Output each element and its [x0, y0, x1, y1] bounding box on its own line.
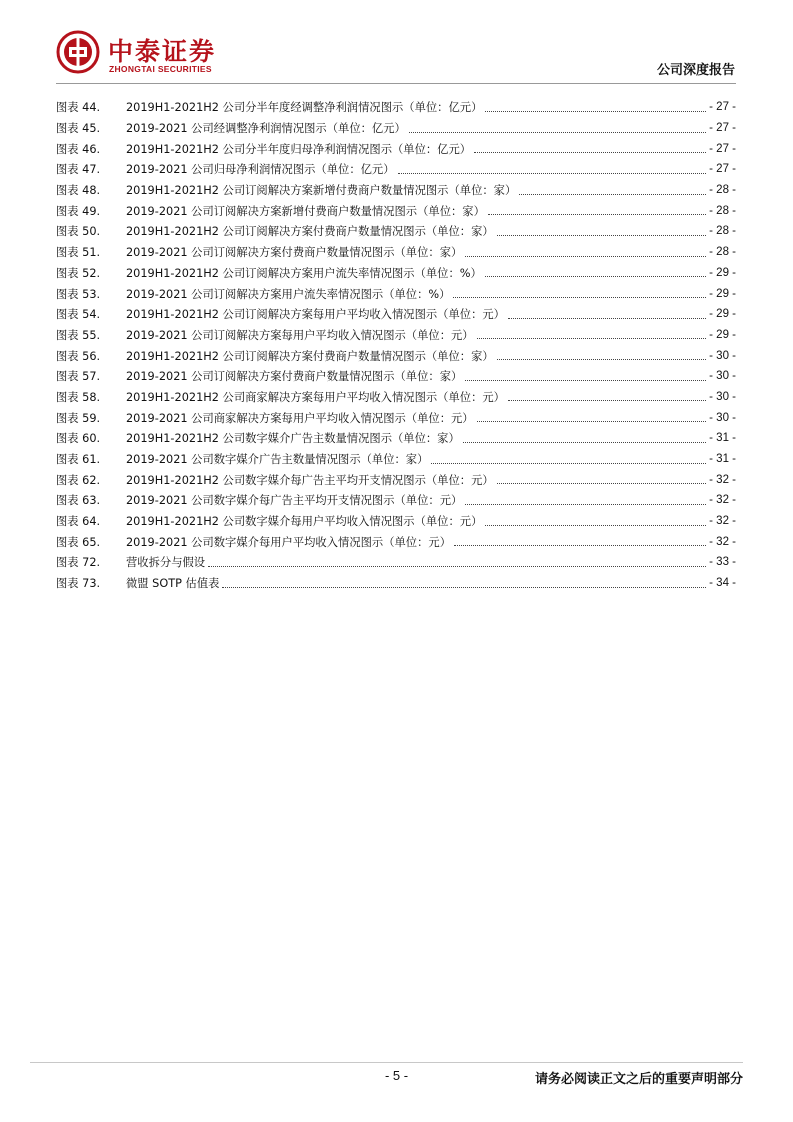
toc-entry-page: - 29 - [709, 287, 736, 300]
toc-entry-title: 2019H1-2021H2 公司数字媒介每用户平均收入情况图示（单位：元） [126, 515, 483, 529]
toc-entry[interactable] [56, 449, 736, 470]
toc-dot-leader [485, 111, 706, 112]
toc-dot-leader [409, 132, 706, 133]
toc-entry-title: 2019H1-2021H2 公司订阅解决方案用户流失率情况图示（单位：%） [126, 266, 482, 280]
toc-entry[interactable] [56, 180, 736, 201]
toc-entry-number: 图表 63. [56, 494, 101, 508]
toc-entry-title: 2019-2021 公司商家解决方案每用户平均收入情况图示（单位：元） [126, 411, 474, 425]
toc-entry-number: 图表 54. [56, 308, 101, 322]
toc-entry[interactable] [56, 511, 736, 532]
toc-entry-title: 营收拆分与假设 [126, 556, 206, 570]
header-divider [56, 83, 736, 84]
toc-entry-title: 2019-2021 公司订阅解决方案新增付费商户数量情况图示（单位：家） [126, 204, 485, 218]
toc-dot-leader [485, 525, 706, 526]
toc-entry-title: 2019-2021 公司订阅解决方案每用户平均收入情况图示（单位：元） [126, 328, 474, 342]
toc-dot-leader [477, 338, 707, 339]
toc-entry-title: 2019-2021 公司订阅解决方案用户流失率情况图示（单位：%） [126, 287, 451, 301]
toc-entry-page: - 28 - [709, 184, 736, 197]
toc-entry-number: 图表 49. [56, 204, 101, 218]
toc-entry-number: 图表 45. [56, 122, 101, 136]
toc-entry-number: 图表 46. [56, 142, 101, 156]
toc-entry-page: - 30 - [709, 411, 736, 424]
toc-entry[interactable] [56, 428, 736, 449]
toc-dot-leader [222, 587, 706, 588]
toc-entry[interactable] [56, 573, 736, 594]
toc-entry[interactable] [56, 490, 736, 511]
toc-entry-title: 2019-2021 公司订阅解决方案付费商户数量情况图示（单位：家） [126, 246, 463, 260]
disclaimer-text: 请务必阅读正文之后的重要声明部分 [534, 1072, 743, 1087]
toc-entry-number: 图表 64. [56, 515, 101, 529]
toc-entry-page: - 30 - [709, 349, 736, 362]
toc-dot-leader [208, 566, 706, 567]
toc-entry-page: - 32 - [709, 515, 736, 528]
toc-entry-number: 图表 52. [56, 266, 101, 280]
toc-entry-page: - 28 - [709, 204, 736, 217]
toc-entry-number: 图表 55. [56, 328, 101, 342]
toc-dot-leader [474, 152, 706, 153]
toc-entry-title: 2019H1-2021H2 公司订阅解决方案新增付费商户数量情况图示（单位：家） [126, 184, 517, 198]
toc-entry-number: 图表 47. [56, 163, 101, 177]
toc-entry-title: 微盟 SOTP 估值表 [126, 577, 220, 591]
toc-entry[interactable] [56, 469, 736, 490]
toc-entry-number: 图表 60. [56, 432, 101, 446]
toc-entry[interactable] [56, 242, 736, 263]
toc-dot-leader [454, 545, 706, 546]
table-of-figures [56, 97, 736, 594]
toc-dot-leader [453, 297, 706, 298]
toc-entry-number: 图表 51. [56, 246, 101, 260]
toc-entry-page: - 29 - [709, 266, 736, 279]
toc-entry-title: 2019-2021 公司订阅解决方案付费商户数量情况图示（单位：家） [126, 370, 463, 384]
toc-entry[interactable] [56, 263, 736, 284]
toc-entry-page: - 32 - [709, 473, 736, 486]
toc-entry-title: 2019H1-2021H2 公司分半年度归母净利润情况图示（单位：亿元） [126, 142, 472, 156]
toc-entry-page: - 30 - [709, 390, 736, 403]
toc-entry-page: - 29 - [709, 308, 736, 321]
toc-entry-number: 图表 72. [56, 556, 101, 570]
toc-entry-page: - 29 - [709, 328, 736, 341]
toc-entry-number: 图表 59. [56, 411, 101, 425]
toc-dot-leader [485, 276, 706, 277]
toc-entry[interactable] [56, 200, 736, 221]
toc-dot-leader [508, 400, 706, 401]
footer-divider [30, 1062, 743, 1063]
toc-entry[interactable] [56, 283, 736, 304]
logo-english-name: ZHONGTAI SECURITIES [109, 64, 212, 74]
toc-dot-leader [508, 318, 706, 319]
toc-entry-number: 图表 61. [56, 453, 101, 467]
toc-entry-page: - 27 - [709, 163, 736, 176]
toc-entry-title: 2019-2021 公司数字媒介广告主数量情况图示（单位：家） [126, 453, 429, 467]
toc-entry-page: - 27 - [709, 142, 736, 155]
toc-entry-title: 2019-2021 公司数字媒介每广告主平均开支情况图示（单位：元） [126, 494, 463, 508]
toc-entry-page: - 28 - [709, 225, 736, 238]
toc-entry-number: 图表 73. [56, 577, 101, 591]
toc-entry-number: 图表 53. [56, 287, 101, 301]
page-number: - 5 - [384, 1068, 409, 1083]
toc-entry-title: 2019-2021 公司经调整净利润情况图示（单位：亿元） [126, 122, 406, 136]
toc-entry[interactable] [56, 118, 736, 139]
toc-entry-page: - 27 - [709, 101, 736, 114]
toc-entry-page: - 32 - [709, 535, 736, 548]
toc-entry-page: - 31 - [709, 453, 736, 466]
toc-entry-page: - 27 - [709, 122, 736, 135]
toc-entry-number: 图表 44. [56, 101, 101, 115]
toc-dot-leader [465, 256, 706, 257]
toc-entry[interactable] [56, 366, 736, 387]
toc-entry-page: - 33 - [709, 556, 736, 569]
toc-entry[interactable] [56, 304, 736, 325]
toc-entry-number: 图表 50. [56, 225, 101, 239]
toc-entry[interactable] [56, 97, 736, 118]
toc-entry-title: 2019H1-2021H2 公司数字媒介广告主数量情况图示（单位：家） [126, 432, 460, 446]
toc-entry[interactable] [56, 531, 736, 552]
toc-entry-title: 2019H1-2021H2 公司分半年度经调整净利润情况图示（单位：亿元） [126, 101, 483, 115]
toc-entry-number: 图表 65. [56, 535, 101, 549]
toc-dot-leader [465, 504, 706, 505]
toc-entry[interactable] [56, 387, 736, 408]
toc-entry[interactable] [56, 407, 736, 428]
toc-entry-title: 2019-2021 公司归母净利润情况图示（单位：亿元） [126, 163, 395, 177]
toc-dot-leader [497, 235, 706, 236]
toc-entry[interactable] [56, 345, 736, 366]
toc-entry-page: - 32 - [709, 494, 736, 507]
zhongtai-logo-icon [56, 30, 100, 74]
toc-entry-title: 2019H1-2021H2 公司订阅解决方案付费商户数量情况图示（单位：家） [126, 225, 494, 239]
toc-entry-page: - 28 - [709, 246, 736, 259]
toc-entry-number: 图表 48. [56, 184, 101, 198]
toc-entry-number: 图表 62. [56, 473, 101, 487]
toc-entry[interactable] [56, 159, 736, 180]
toc-entry-title: 2019H1-2021H2 公司数字媒介每广告主平均开支情况图示（单位：元） [126, 473, 494, 487]
toc-entry[interactable] [56, 138, 736, 159]
toc-entry-title: 2019-2021 公司数字媒介每用户平均收入情况图示（单位：元） [126, 535, 451, 549]
toc-entry-title: 2019H1-2021H2 公司订阅解决方案付费商户数量情况图示（单位：家） [126, 349, 494, 363]
report-type-label: 公司深度报告 [656, 63, 735, 78]
toc-entry-page: - 34 - [709, 577, 736, 590]
toc-entry-page: - 31 - [709, 432, 736, 445]
toc-entry[interactable] [56, 221, 736, 242]
toc-dot-leader [497, 359, 706, 360]
page-header [0, 0, 793, 80]
toc-dot-leader [519, 194, 706, 195]
toc-dot-leader [497, 483, 706, 484]
toc-entry-title: 2019H1-2021H2 公司订阅解决方案每用户平均收入情况图示（单位：元） [126, 308, 505, 322]
logo-chinese-name: 中泰证券 [108, 37, 217, 66]
toc-entry-page: - 30 - [709, 370, 736, 383]
toc-dot-leader [465, 380, 706, 381]
toc-entry[interactable] [56, 325, 736, 346]
toc-entry-number: 图表 58. [56, 390, 101, 404]
company-logo [56, 30, 236, 78]
toc-dot-leader [431, 463, 706, 464]
toc-dot-leader [463, 442, 706, 443]
toc-entry-number: 图表 57. [56, 370, 101, 384]
toc-dot-leader [488, 214, 706, 215]
toc-dot-leader [398, 173, 707, 174]
toc-entry-title: 2019H1-2021H2 公司商家解决方案每用户平均收入情况图示（单位：元） [126, 390, 505, 404]
toc-entry[interactable] [56, 552, 736, 573]
toc-entry-number: 图表 56. [56, 349, 101, 363]
toc-dot-leader [477, 421, 707, 422]
